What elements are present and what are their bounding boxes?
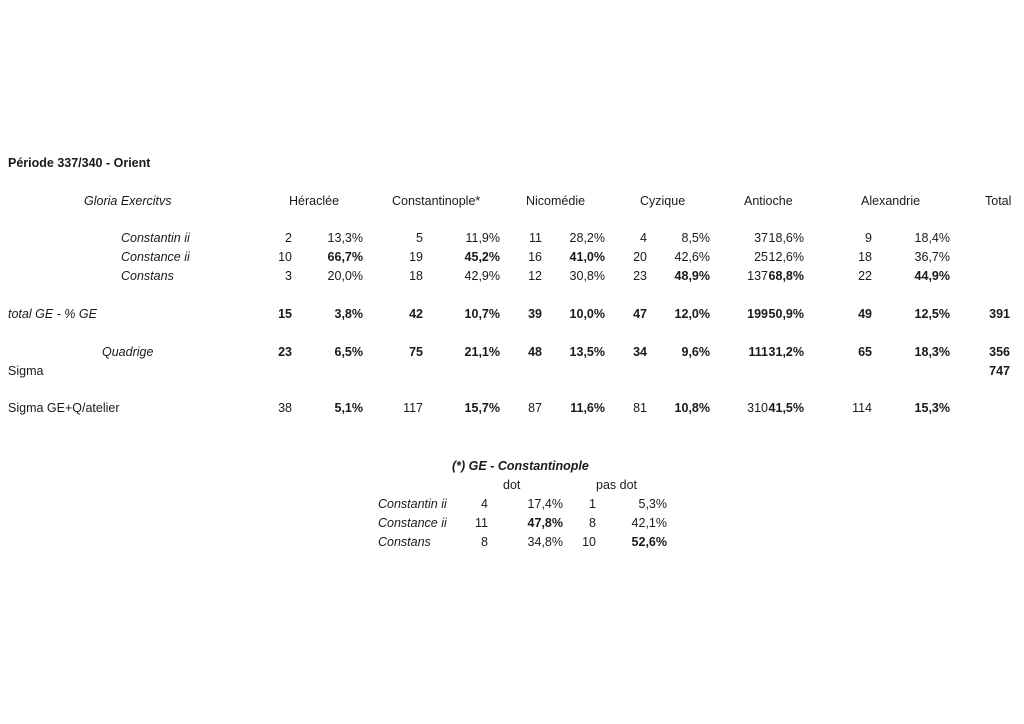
page-title: Période 337/340 - Orient — [8, 156, 151, 170]
percent-cell: 5,1% — [334, 401, 363, 415]
subtable-row-label: Constance ii — [378, 516, 447, 530]
subtable-row-label: Constans — [378, 535, 431, 549]
count-cell: 23 — [633, 269, 647, 283]
percent-cell: 12,0% — [674, 307, 710, 321]
total-header: Total — [985, 194, 1012, 208]
count-cell: 16 — [528, 250, 542, 264]
subtable-dot-count: 4 — [481, 497, 488, 511]
percent-cell: 15,7% — [464, 401, 500, 415]
percent-cell: 45,2% — [464, 250, 500, 264]
count-cell: 65 — [858, 345, 872, 359]
count-cell: 37 — [754, 231, 768, 245]
percent-cell: 10,0% — [569, 307, 605, 321]
total-ge-total: 391 — [989, 307, 1010, 321]
percent-cell: 30,8% — [569, 269, 605, 283]
sigma-atelier-label: Sigma GE+Q/atelier — [8, 401, 120, 415]
mint-header-constantinople: Constantinople* — [392, 194, 481, 208]
mint-header-cyzique: Cyzique — [640, 194, 686, 208]
count-cell: 20 — [633, 250, 647, 264]
subtable-pas-dot-percent: 42,1% — [631, 516, 667, 530]
count-cell: 81 — [633, 401, 647, 415]
percent-cell: 13,3% — [327, 231, 363, 245]
mint-header-nicomedie: Nicomédie — [526, 194, 586, 208]
sigma-total: 747 — [989, 364, 1010, 378]
subtable-pas-dot-count: 10 — [582, 535, 596, 549]
subtable-row-label: Constantin ii — [378, 497, 447, 511]
count-cell: 2 — [285, 231, 292, 245]
subtable-pas-dot-count: 1 — [589, 497, 596, 511]
count-cell: 111 — [748, 345, 768, 359]
percent-cell: 10,7% — [464, 307, 500, 321]
percent-cell: 41,0% — [569, 250, 605, 264]
subtable-dot-percent: 17,4% — [527, 497, 563, 511]
total-ge-label: total GE - % GE — [8, 307, 97, 321]
count-cell: 87 — [528, 401, 542, 415]
percent-cell: 10,8% — [674, 401, 710, 415]
row-label: Constantin ii — [121, 231, 190, 245]
subtable-dot-count: 11 — [475, 516, 488, 530]
count-cell: 10 — [278, 250, 292, 264]
percent-cell: 9,6% — [681, 345, 710, 359]
count-cell: 38 — [278, 401, 292, 415]
percent-cell: 42,9% — [464, 269, 500, 283]
count-cell: 137 — [747, 269, 768, 283]
count-cell: 18 — [858, 250, 872, 264]
mint-header-alexandrie: Alexandrie — [861, 194, 921, 208]
count-cell: 23 — [278, 345, 292, 359]
sigma-label: Sigma — [8, 364, 44, 378]
count-cell: 11 — [529, 231, 542, 245]
subtable-dot-header: dot — [503, 478, 521, 492]
count-cell: 310 — [747, 401, 768, 415]
percent-cell: 12,6% — [768, 250, 804, 264]
percent-cell: 31,2% — [768, 345, 804, 359]
subtable-dot-percent: 47,8% — [527, 516, 563, 530]
percent-cell: 6,5% — [334, 345, 363, 359]
percent-cell: 15,3% — [914, 401, 950, 415]
count-cell: 39 — [528, 307, 542, 321]
count-cell: 25 — [754, 250, 768, 264]
count-cell: 34 — [633, 345, 647, 359]
count-cell: 48 — [528, 345, 542, 359]
percent-cell: 28,2% — [569, 231, 605, 245]
percent-cell: 41,5% — [768, 401, 804, 415]
count-cell: 9 — [865, 231, 872, 245]
percent-cell: 11,9% — [465, 231, 500, 245]
subtable-pas-dot-percent: 52,6% — [631, 535, 667, 549]
count-cell: 4 — [640, 231, 647, 245]
percent-cell: 48,9% — [674, 269, 710, 283]
row-label: Constance ii — [121, 250, 190, 264]
count-cell: 47 — [633, 307, 647, 321]
percent-cell: 11,6% — [570, 401, 605, 415]
percent-cell: 18,4% — [914, 231, 950, 245]
count-cell: 19 — [409, 250, 423, 264]
quadrige-label: Quadrige — [102, 345, 154, 359]
count-cell: 199 — [747, 307, 768, 321]
row-label: Constans — [121, 269, 174, 283]
quadrige-total: 356 — [989, 345, 1010, 359]
percent-cell: 68,8% — [768, 269, 804, 283]
count-cell: 49 — [858, 307, 872, 321]
subtable-title: (*) GE - Constantinople — [452, 459, 589, 473]
header-label: Gloria Exercitvs — [84, 194, 172, 208]
mint-header-antioche: Antioche — [744, 194, 793, 208]
percent-cell: 3,8% — [334, 307, 363, 321]
count-cell: 75 — [409, 345, 423, 359]
subtable-pas-dot-count: 8 — [589, 516, 596, 530]
mint-header-heraclee: Héraclée — [289, 194, 340, 208]
count-cell: 5 — [416, 231, 423, 245]
percent-cell: 8,5% — [681, 231, 710, 245]
count-cell: 15 — [278, 307, 292, 321]
percent-cell: 50,9% — [768, 307, 804, 321]
subtable-pas-dot-header: pas dot — [596, 478, 638, 492]
count-cell: 18 — [409, 269, 423, 283]
percent-cell: 42,6% — [674, 250, 710, 264]
percent-cell: 18,6% — [768, 231, 804, 245]
subtable-dot-percent: 34,8% — [527, 535, 563, 549]
percent-cell: 13,5% — [569, 345, 605, 359]
subtable-pas-dot-percent: 5,3% — [638, 497, 667, 511]
count-cell: 12 — [528, 269, 542, 283]
count-cell: 117 — [403, 401, 423, 415]
percent-cell: 21,1% — [464, 345, 500, 359]
percent-cell: 20,0% — [327, 269, 363, 283]
count-cell: 3 — [285, 269, 292, 283]
count-cell: 22 — [858, 269, 872, 283]
count-cell: 114 — [852, 401, 872, 415]
percent-cell: 66,7% — [327, 250, 363, 264]
percent-cell: 44,9% — [914, 269, 950, 283]
percent-cell: 12,5% — [914, 307, 950, 321]
percent-cell: 36,7% — [914, 250, 950, 264]
percent-cell: 18,3% — [914, 345, 950, 359]
count-cell: 42 — [409, 307, 423, 321]
subtable-dot-count: 8 — [481, 535, 488, 549]
